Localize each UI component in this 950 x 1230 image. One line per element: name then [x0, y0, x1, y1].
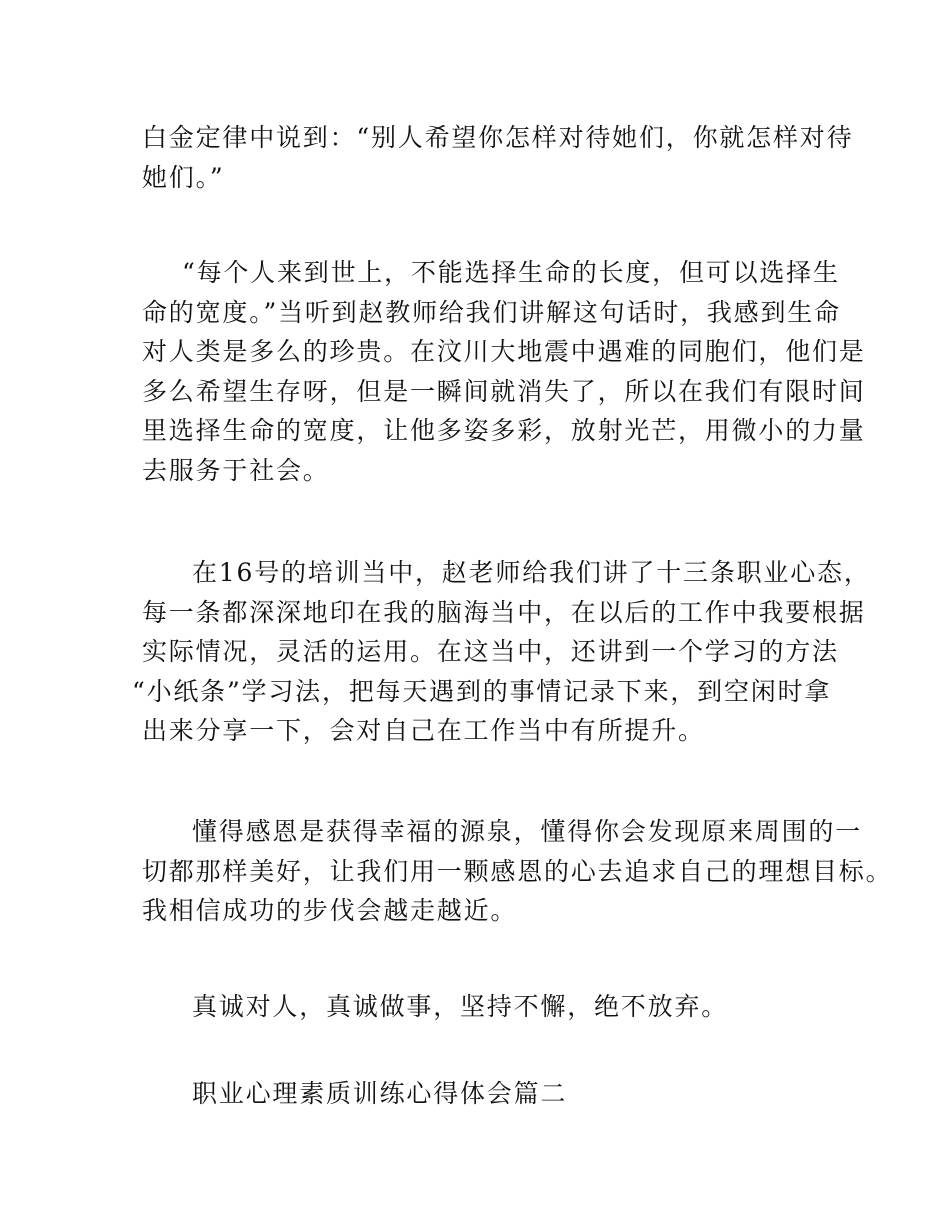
text-line: 实际情况，灵活的运用。在这当中，还讲到一个学习的方法 — [142, 637, 839, 666]
text-line: 懂得感恩是获得幸福的源泉，懂得你会发现原来周围的一 — [192, 817, 863, 846]
text-line: 对人类是多么的珍贵。在汶川大地震中遇难的同胞们，他们是 — [142, 337, 866, 366]
text-line: “每个人来到世上，不能选择生命的长度，但可以选择生 — [182, 258, 840, 287]
paragraph-platinum-rule — [142, 118, 854, 197]
text-line: 切都那样美好，让我们用一颗感恩的心去追求自己的理想目标。 — [142, 856, 893, 886]
text-line: 我相信成功的步伐会越走越近。 — [142, 896, 518, 925]
text-line: 多么希望生存呀，但是一瞬间就消失了，所以在我们有限时间 — [142, 376, 866, 406]
paragraph-training — [132, 553, 871, 751]
paragraph-gratitude — [142, 812, 893, 931]
section-heading — [142, 1074, 822, 1114]
text-line: 命的宽度。”当听到赵教师给我们讲解这句话时，我感到生命 — [142, 297, 841, 327]
text-line: 职业心理素质训练心得体会篇二 — [192, 1079, 568, 1108]
text-line: “小纸条”学习法，把每天遇到的事情记录下来，到空闲时拿 — [132, 676, 832, 706]
text-line: 她们。” — [142, 162, 225, 192]
text-line: 真诚对人，真诚做事，坚持不懈，绝不放弃。 — [192, 992, 729, 1021]
paragraph-sincerity — [142, 987, 822, 1027]
text-line: 每一条都深深地印在我的脑海当中，在以后的工作中我要根据 — [142, 597, 866, 627]
text-line: 白金定律中说到：“别人希望你怎样对待她们，你就怎样对待 — [142, 123, 854, 152]
text-line: 出来分享一下，会对自己在工作当中有所提升。 — [142, 716, 705, 745]
paragraph-life-width — [142, 253, 866, 490]
text-line: 里选择生命的宽度，让他多姿多彩，放射光芒，用微小的力量 — [142, 416, 866, 445]
text-line: 在16号的培训当中，赵老师给我们讲了十三条职业心态， — [192, 558, 871, 587]
text-line: 去服务于社会。 — [142, 455, 330, 485]
